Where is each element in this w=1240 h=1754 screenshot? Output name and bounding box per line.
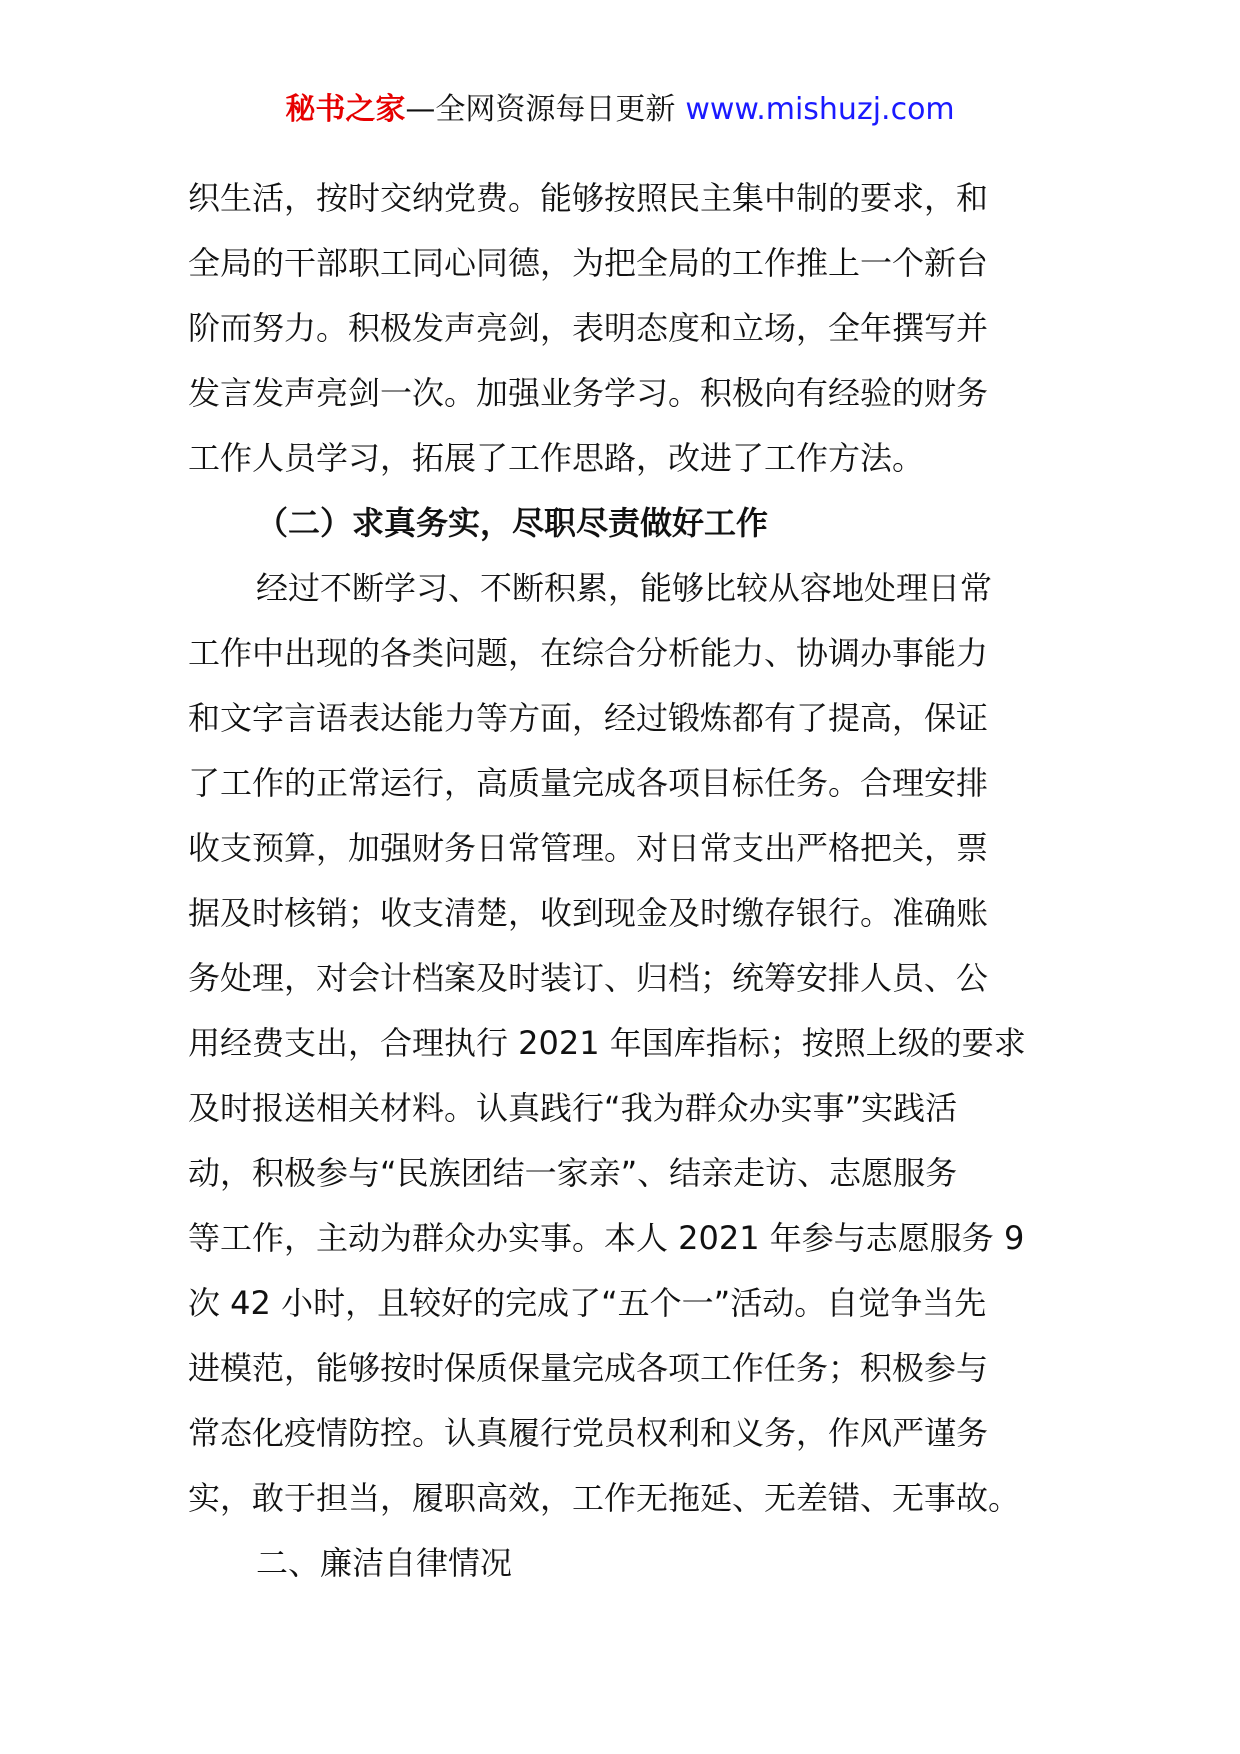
paragraph-line: 经过不断学习、不断积累，能够比较从容地处理日常 [256, 569, 993, 607]
paragraph-line: 据及时核销；收支清楚，收到现金及时缴存银行。准确账 [188, 894, 989, 932]
paragraph-line: 及时报送相关材料。认真践行“我为群众办实事”实践活 [188, 1089, 958, 1127]
paragraph-line: 工作人员学习，拓展了工作思路，改进了工作方法。 [188, 439, 925, 477]
paragraph-line: 织生活，按时交纳党费。能够按照民主集中制的要求，和 [188, 179, 989, 217]
section-title: 二、廉洁自律情况 [256, 1544, 513, 1582]
paragraph-line: 发言发声亮剑一次。加强业务学习。积极向有经验的财务 [188, 374, 989, 412]
paragraph-line: 收支预算，加强财务日常管理。对日常支出严格把关，票 [188, 829, 989, 867]
paragraph-line: 了工作的正常运行，高质量完成各项目标任务。合理安排 [188, 764, 989, 802]
document-body [188, 166, 1068, 1596]
section-heading: （二）求真务实，尽职尽责做好工作 [256, 504, 769, 542]
paragraph-line: 工作中出现的各类问题，在综合分析能力、协调办事能力 [188, 634, 989, 672]
paragraph-line: 常态化疫情防控。认真履行党员权利和义务，作风严谨务 [188, 1414, 989, 1452]
paragraph-line: 阶而努力。积极发声亮剑，表明态度和立场，全年撰写并 [188, 309, 989, 347]
paragraph-line: 务处理，对会计档案及时装订、归档；统筹安排人员、公 [188, 959, 989, 997]
paragraph-line: 动，积极参与“民族团结一家亲”、结亲走访、志愿服务 [188, 1154, 958, 1192]
paragraph-line: 进模范，能够按时保质保量完成各项工作任务；积极参与 [188, 1349, 989, 1387]
paragraph-line: 等工作，主动为群众办实事。本人 2021 年参与志愿服务 9 [188, 1219, 1025, 1257]
paragraph-line: 全局的干部职工同心同德，为把全局的工作推上一个新台 [188, 244, 989, 282]
page-header [0, 88, 1240, 132]
paragraph-line: 实，敢于担当，履职高效，工作无拖延、无差错、无事故。 [188, 1479, 1021, 1517]
header-brand: 秘书之家 [285, 92, 406, 127]
paragraph-line: 次 42 小时，且较好的完成了“五个一”活动。自觉争当先 [188, 1284, 987, 1322]
paragraph-line: 用经费支出，合理执行 2021 年国库指标；按照上级的要求 [188, 1024, 1026, 1062]
paragraph-line: 和文字言语表达能力等方面，经过锻炼都有了提高，保证 [188, 699, 989, 737]
header-tagline: —全网资源每日更新 [405, 92, 676, 127]
header-url-link[interactable]: www.mishuzj.com [685, 92, 955, 127]
